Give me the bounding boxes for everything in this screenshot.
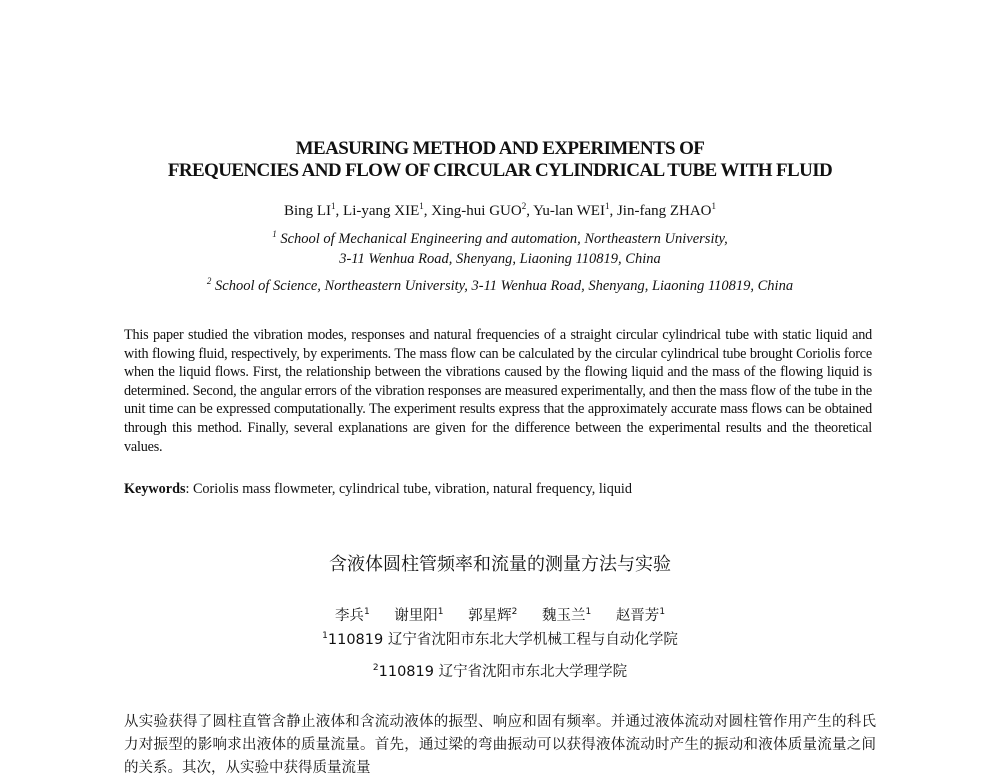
chinese-title: 含液体圆柱管频率和流量的测量方法与实验 — [329, 554, 671, 575]
chinese-author: 魏玉兰$^1$ — [541, 607, 592, 624]
chinese-author-list — [0, 604, 1000, 625]
paper-title-line-1: MEASURING METHOD AND EXPERIMENTS OF — [295, 138, 705, 159]
chinese-author: 郭星辉$^2$ — [468, 607, 518, 624]
chinese-affiliation-2: $^2$110819 辽宁省沈阳市东北大学理学院 — [372, 663, 628, 680]
keywords-text: : Coriolis mass flowmeter, cylindrical tube, vibration, natural frequency, liquid — [185, 481, 632, 497]
chinese-author: 李兵$^1$ — [334, 607, 370, 624]
author: Jin-fang ZHAO$^1$ — [616, 201, 717, 219]
author-list: Bing $LI^1$, Li-yang XIE$^1$, Xing-hui GUO$^2$, Yu-lan WEI$^1$, Jin-fang ZHAO$^1$ — [283, 201, 717, 219]
keywords — [124, 481, 884, 498]
author: Li-yang XIE$^1$ — [343, 201, 424, 219]
affiliation-1: $^1$ School of Mechanical Engineering and automation, Northeastern University, 3-11 Wenhua Road, Shenyang, Liaoning 110819, China — [272, 229, 728, 267]
keywords-label: Keywords — [124, 481, 186, 497]
author: Bing $LI^1$ — [283, 201, 336, 219]
chinese-author: 赵晋芳$^1$ — [615, 607, 666, 624]
chinese-author: 谢里阳$^1$ — [394, 607, 444, 624]
paper-title-line-2: FREQUENCIES AND FLOW OF CIRCULAR CYLINDRICAL TUBE WITH FLUID — [167, 160, 833, 181]
author: Xing-hui GUO$^2$ — [431, 201, 527, 219]
author: Yu-lan WEI$^1$ — [533, 201, 610, 219]
abstract: This paper studied the vibration modes, responses and natural frequencies of a straight circular cylindrical tube with static liquid and with flowing fluid, respectively, by experiments. The mass flow can be calculated by the circular cylindrical tube brought Coriolis force when the liquid flows. First, the relationship between the vibrations caused by the flowing liquid and the mass of the flowing liquid is determined. Second, the angular errors of the vibration responses are measured experimentally, and then the mass flow of the tube in the unit time can be expressed computationally. The experiment results express that the approximately accurate mass flows can be obtained through this method. Finally, several explanations are given for the difference between the experimental results and the theoretical values. — [124, 327, 872, 455]
chinese-abstract: 从实验获得了圆柱直管含静止液体和含流动液体的振型、响应和固有频率。并通过液体流动对圆柱管作用产生的科氏力对振型的影响求出液体的质量流量。首先，通过梁的弯曲振动可以获得液体流动时产生的振动和液体质量流量之间的关系。其次，从实验中获得质量流量 — [124, 714, 876, 776]
affiliation-2: $^2$ School of Science, Northeastern University, 3-11 Wenhua Road, Shenyang, Liaoning 110819, China — [206, 276, 794, 294]
chinese-affiliation-1: $^1$110819 辽宁省沈阳市东北大学机械工程与自动化学院 — [322, 631, 678, 648]
